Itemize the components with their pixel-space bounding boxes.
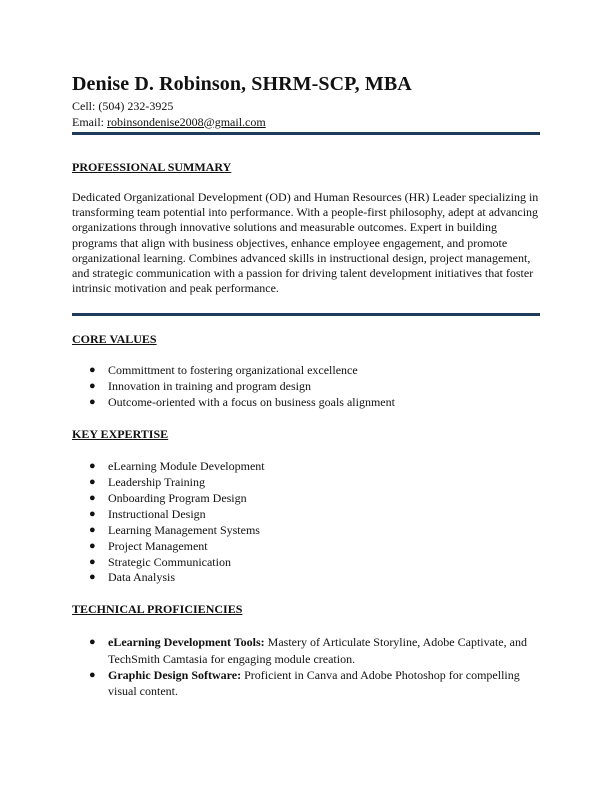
key-expertise-section	[72, 427, 540, 586]
list-item	[72, 507, 540, 523]
bullet-icon: ●	[89, 555, 96, 568]
core-values-heading: CORE VALUES	[72, 332, 157, 347]
key-expertise-list	[72, 459, 540, 586]
technical-section	[72, 602, 540, 699]
list-item	[72, 634, 540, 666]
list-item	[72, 570, 540, 586]
technical-heading: TECHNICAL PROFICIENCIES	[72, 602, 243, 617]
key-expertise-heading: KEY EXPERTISE	[72, 427, 169, 442]
cell-label: Cell:	[72, 99, 96, 113]
list-item-text: Outcome-oriented with a focus on business goals alignment	[108, 395, 395, 410]
bullet-icon: ●	[89, 571, 96, 584]
list-item-text: eLearning Module Development	[108, 459, 265, 474]
bullet-icon: ●	[89, 491, 96, 504]
header-divider	[72, 132, 540, 135]
bullet-icon: ●	[89, 380, 96, 393]
cell-line	[72, 99, 540, 115]
bullet-icon: ●	[89, 523, 96, 536]
list-item-text: Project Management	[108, 538, 208, 553]
bullet-icon: ●	[89, 460, 96, 473]
bullet-icon: ●	[89, 636, 96, 649]
list-item	[72, 491, 540, 507]
list-item-text: Innovation in training and program design	[108, 379, 311, 394]
core-values-section	[72, 332, 540, 411]
list-item-text: Strategic Communication	[108, 554, 231, 569]
list-item	[72, 459, 540, 475]
bullet-icon: ●	[89, 364, 96, 377]
tech-item-label: eLearning Development Tools:	[108, 635, 265, 650]
list-item	[72, 363, 540, 379]
list-item	[72, 475, 540, 491]
list-item-text: Learning Management Systems	[108, 522, 260, 537]
list-item-text: Committment to fostering organizational excellence	[108, 363, 358, 378]
list-item	[72, 539, 540, 555]
email-line	[72, 115, 540, 131]
list-item	[72, 555, 540, 571]
list-item	[72, 667, 540, 699]
resume-page	[72, 72, 540, 699]
email-label: Email:	[72, 114, 104, 129]
list-item-text: Instructional Design	[108, 506, 206, 521]
list-item	[72, 523, 540, 539]
summary-heading: PROFESSIONAL SUMMARY	[72, 160, 232, 174]
bullet-icon: ●	[89, 668, 96, 681]
bullet-icon: ●	[89, 507, 96, 520]
tech-item-label: Graphic Design Software:	[108, 667, 242, 682]
bullet-icon: ●	[89, 476, 96, 489]
bullet-icon: ●	[89, 539, 96, 552]
tech-item-text: Proficient in Canva and Adobe Photoshop for compelling visual content.	[108, 667, 520, 698]
email-link[interactable]: robinsondenise2008@gmail.com	[107, 114, 266, 129]
list-item-text: Leadership Training	[108, 475, 205, 490]
list-item	[72, 395, 540, 411]
summary-section	[72, 160, 540, 296]
summary-text: Dedicated Organizational Development (OD) and Human Resources (HR) Leader specializing in transforming team potential into performance. With a people-first philosophy, adept at advancing organizations through innovative solutions and measurable outcomes. Expert in building programs that align with business objectives, enhance employee engagement, and promote organizational learning. Combines advanced skills in instructional design, project management, and strategic communication with a passion for driving talent development initiatives that foster intrinsic motivation and peak performance.	[72, 190, 539, 296]
bullet-icon: ●	[89, 396, 96, 409]
candidate-name: Denise D. Robinson, SHRM-SCP, MBA	[72, 73, 412, 95]
core-values-list	[72, 363, 540, 411]
resume-header	[72, 72, 540, 130]
list-item-text: Onboarding Program Design	[108, 490, 247, 505]
technical-list	[72, 634, 540, 699]
list-item	[72, 379, 540, 395]
summary-divider	[72, 313, 540, 316]
tech-item-text: Mastery of Articulate Storyline, Adobe Captivate, and TechSmith Camtasia for engaging module creation.	[108, 635, 527, 666]
cell-value: (504) 232-3925	[98, 99, 174, 113]
list-item-text: Data Analysis	[108, 570, 175, 585]
